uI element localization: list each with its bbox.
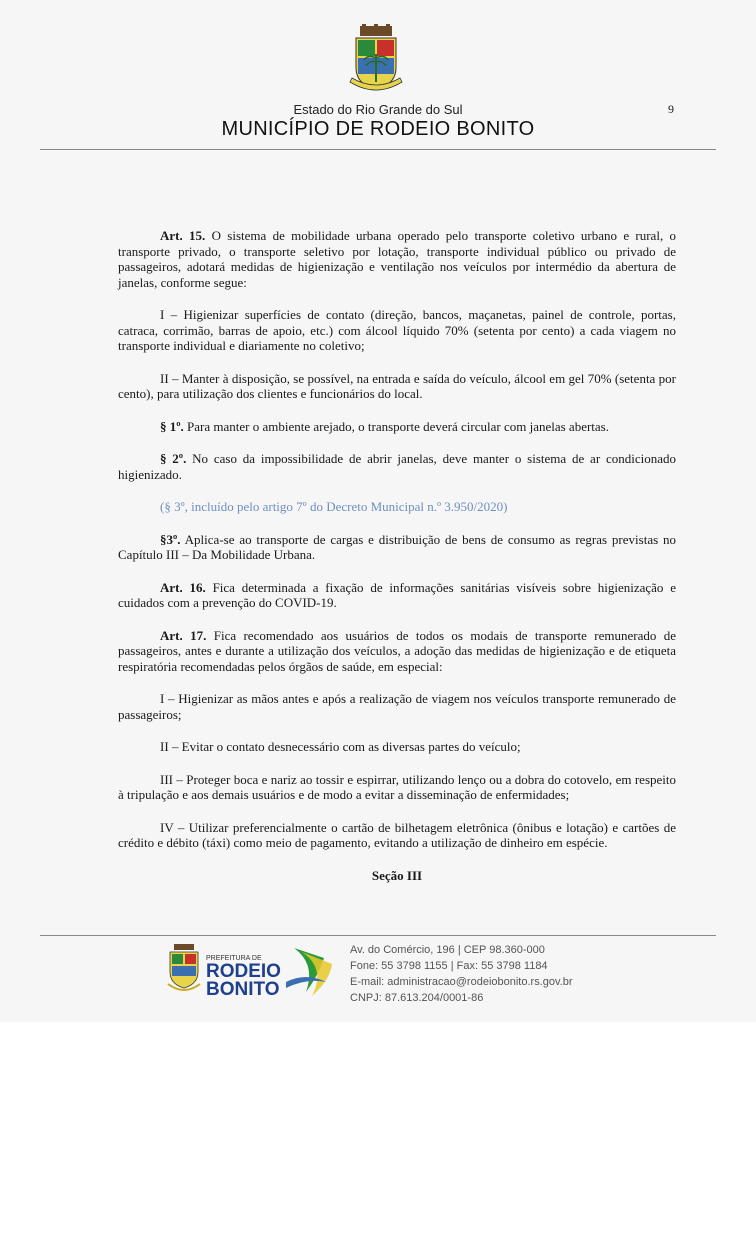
footer-cnpj: CNPJ: 87.613.204/0001-86 [350,992,484,1004]
art17-item-1: I – Higienizar as mãos antes e após a realização de viagem nos veículos transporte remunerado de passageiros; [118,691,676,722]
header-divider [40,149,716,150]
section-title [118,868,676,884]
state-name: Estado do Rio Grande do Sul [293,102,463,117]
art15-p1-label: § 1º. [160,418,184,434]
art15-label: Art. 15. [160,228,206,243]
footer-phone: Fone: 55 3798 1155 | Fax: 55 3798 1184 [350,960,548,972]
logo-line2: BONITO [206,979,280,1000]
prefeitura-logo [166,942,336,1000]
art15-p3-text: Aplica-se ao transporte de cargas e distribuição de bens de consumo as regras previstas no Capítulo III – Da Mobilidade Urbana. [118,531,676,562]
art17-item-4: IV – Utilizar preferencialmente o cartão de bilhetagem eletrônica (ônibus e lotação) e cartões de crédito e débito (táxi) como meio de pagamento, evitando a utilização de dinheiro em espécie. [118,819,676,850]
art17-item-3: III – Proteger boca e nariz ao tossir e espirrar, utilizando lenço ou a dobra do cotovelo, em respeito à tripulação e aos demais usuários e de modo a evitar a disseminação de enfermidades; [118,771,676,802]
art15-p2-text: No caso da impossibilidade de abrir janelas, deve manter o sistema de ar condicionado higienizado. [118,451,676,482]
page-number: 9 [668,102,674,116]
art15-paragraph-3 [118,532,676,563]
municipality-title: MUNICÍPIO DE RODEIO BONITO [221,118,535,140]
art15-p2-label: § 2º. [160,451,187,466]
art15-item-1: I – Higienizar superfícies de contato (direção, bancos, maçanetas, painel de controle, portas, catraca, corrimão, barras de apoio, etc.) com álcool líquido 70% (setenta por cento) a cada viagem no transporte individual e diariamente no coletivo; [118,307,676,353]
art15-paragraph [118,228,676,290]
footer-email: E-mail: administracao@rodeiobonito.rs.gov.br [350,976,573,988]
footer-contact [350,942,573,1006]
art17-text: Fica recomendado aos usuários de todos os modais de transporte remunerado de passageiros, antes e durante a utilização dos veículos, a adoção das medidas de higienização e de etiqueta respiratória recomendadas pelos órgãos de saúde, em especial: [118,627,676,674]
art17-paragraph [118,628,676,675]
section-title-text: Seção III [371,867,423,883]
small-coat-of-arms-icon [168,944,200,990]
art15-p1-text: Para manter o ambiente arejado, o transporte deverá circular com janelas abertas. [183,418,609,434]
art15-text: O sistema de mobilidade urbana operado pelo transporte coletivo urbano e rural, o transporte privado, o transporte seletivo por lotação, transporte individual público ou privado de passageiros, adotará medidas de higienização e ventilação nos veículos por intermédio da abertura de janelas, conforme segue: [118,228,676,290]
logo-line1: RODEIO [206,961,281,982]
document-body [118,228,676,900]
art17-item-2: II – Evitar o contato desnecessário com as diversas partes do veículo; [160,739,521,754]
footer-address: Av. do Comércio, 196 | CEP 98.360-000 [350,944,545,956]
amendment-note: (§ 3º, incluído pelo artigo 7º do Decreto Municipal n.º 3.950/2020) [160,499,508,514]
art16-paragraph [118,580,676,611]
municipal-coat-of-arms-icon [346,24,406,96]
art15-p3-label: §3º. [160,531,181,547]
art16-text: Fica determinada a fixação de informações sanitárias visíveis sobre higienização e cuidados com a prevenção do COVID-19. [118,579,676,610]
art16-label: Art. 16. [160,579,206,595]
art17-label: Art. 17. [160,627,207,643]
logo-small-text: PREFEITURA DE [206,955,262,962]
footer-divider [40,935,716,936]
art15-item-2: II – Manter à disposição, se possível, na entrada e saída do veículo, álcool em gel 70% (setenta por cento), para utilização dos clientes e funcionários do local. [118,370,676,401]
art15-paragraph-2 [118,451,676,482]
art15-paragraph-1 [118,419,676,435]
